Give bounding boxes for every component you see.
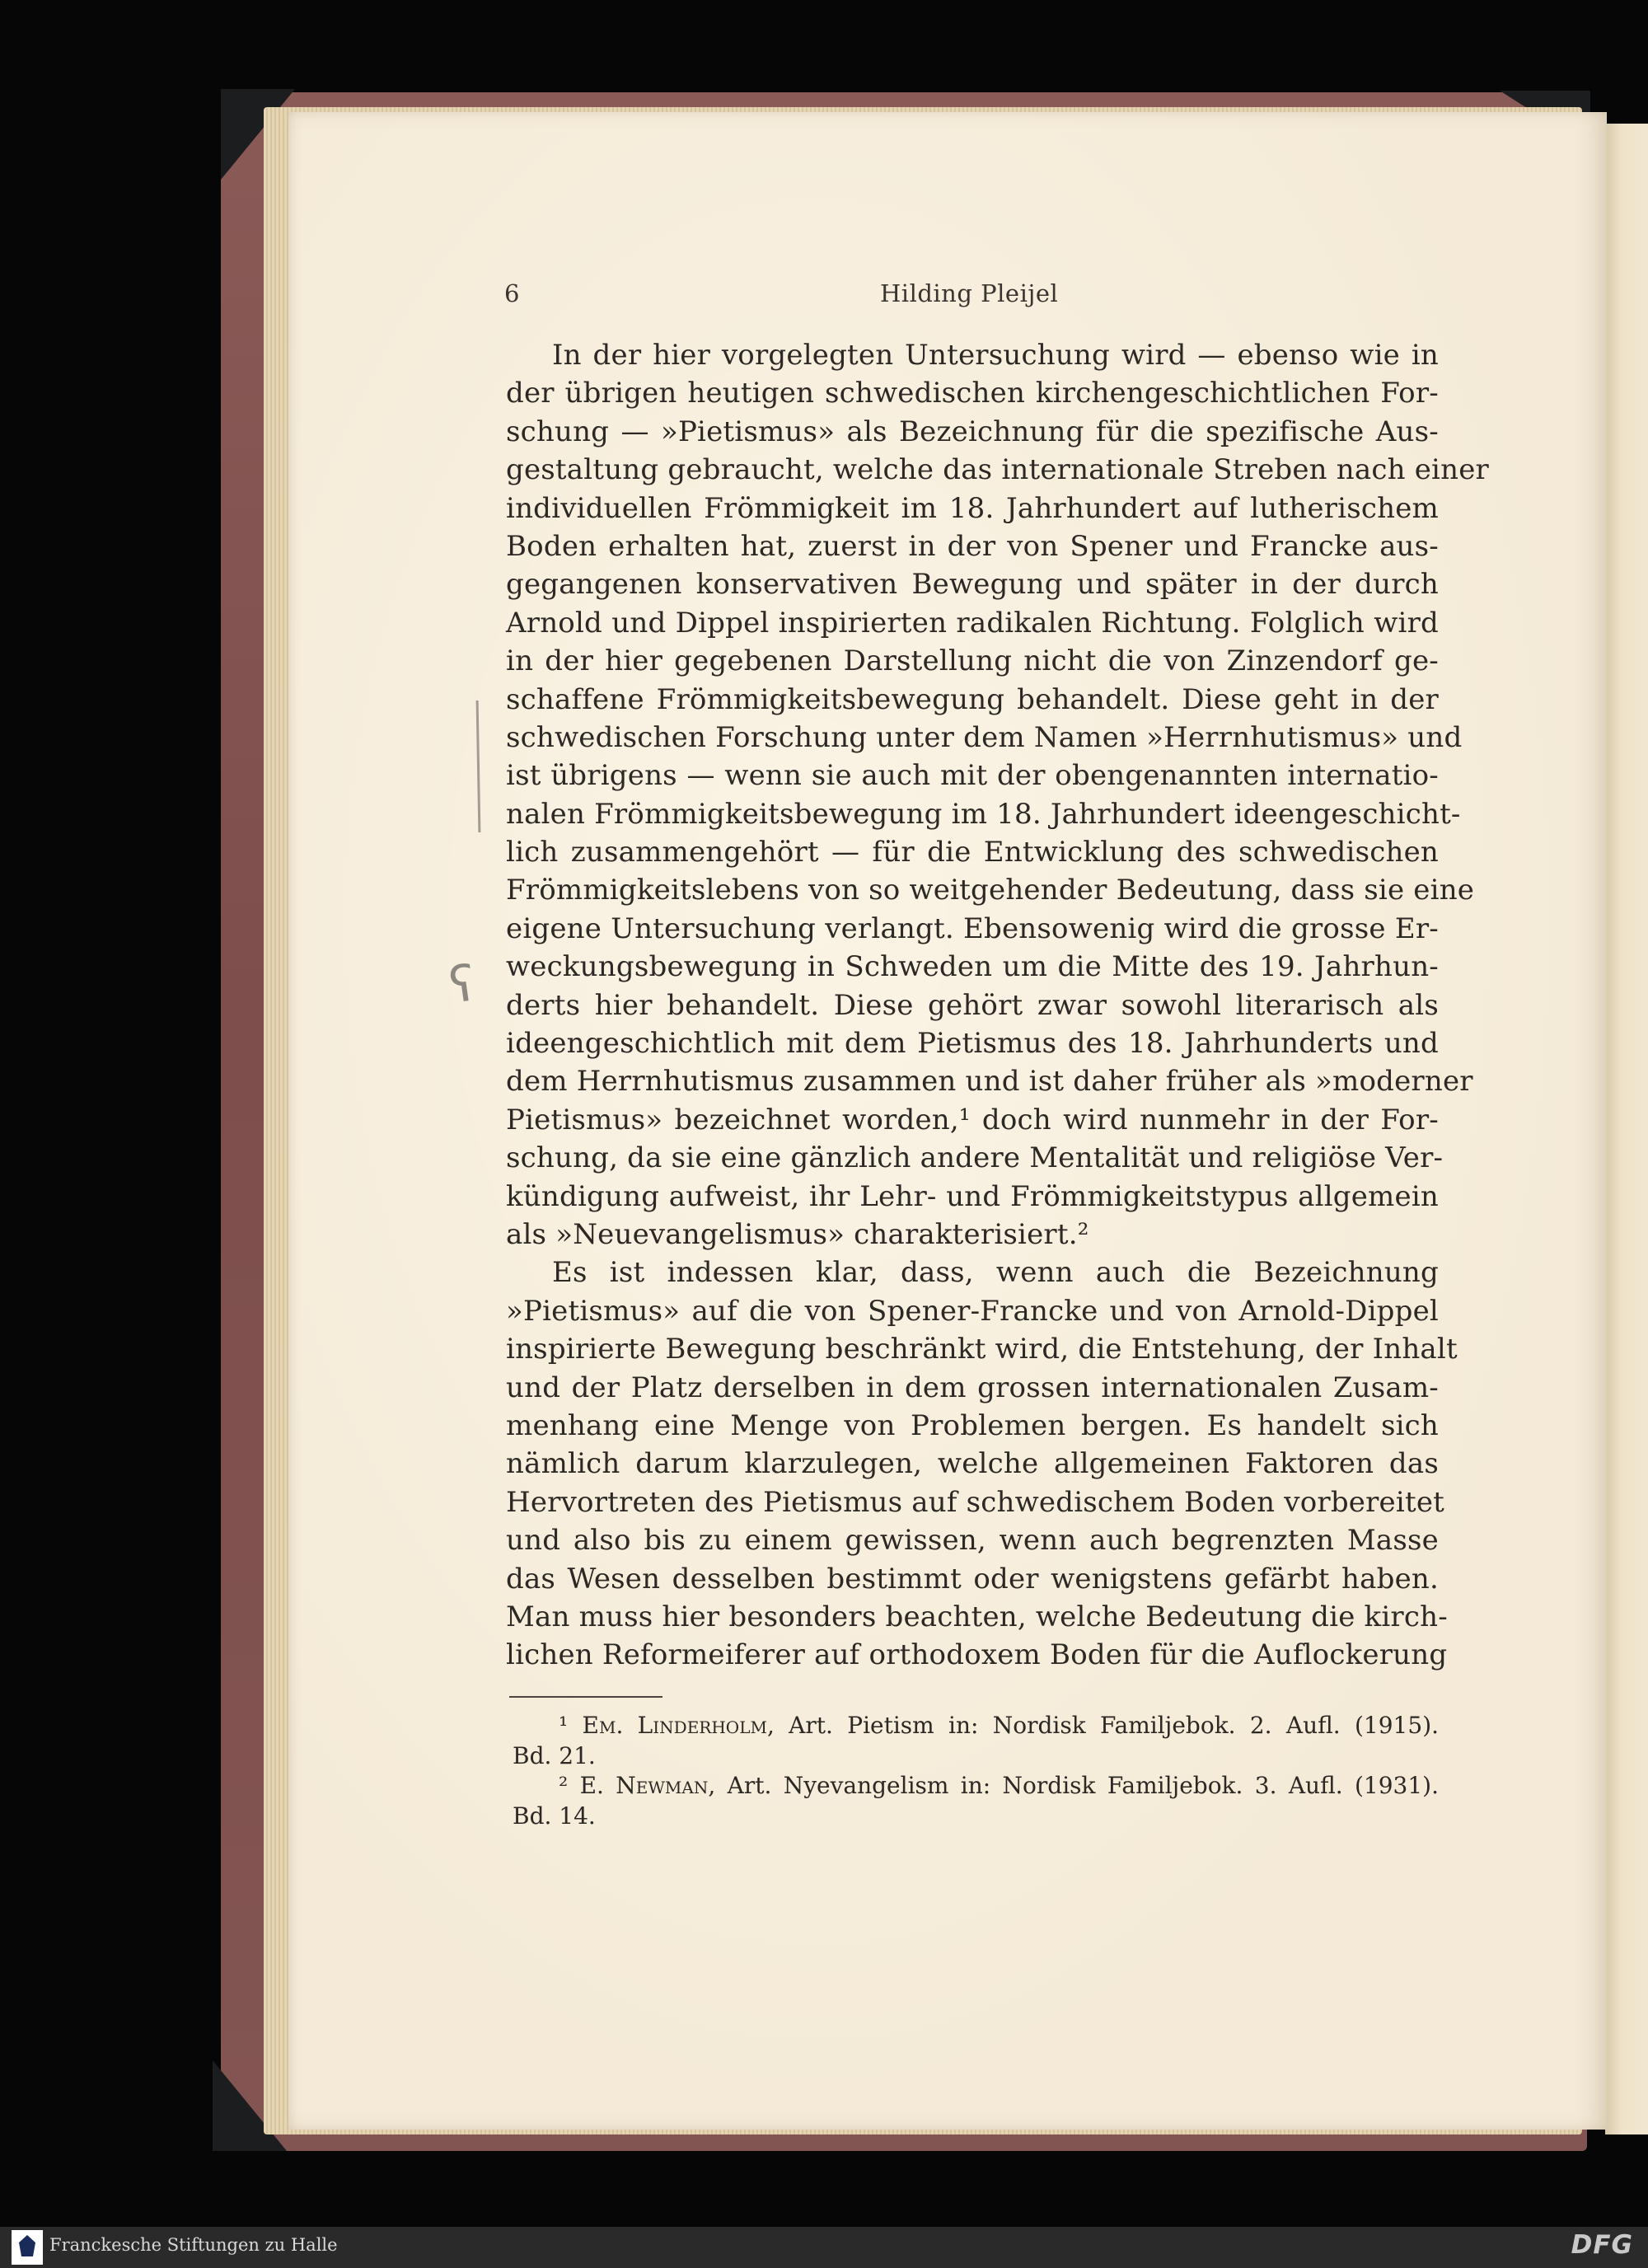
text-line: und also bis zu einem gewissen, wenn auch begrenzten Masse (506, 1524, 1439, 1558)
text-line: nämlich darum klarzulegen, welche allgemeinen Faktoren das (506, 1447, 1439, 1481)
footnote-marker: ¹ (559, 1712, 569, 1739)
text-line: Pietismus» bezeichnet worden,¹ doch wird nunmehr in der For- (506, 1103, 1439, 1136)
text-line: ideengeschichtlich mit dem Pietismus des 18. Jahrhunderts und (506, 1027, 1439, 1061)
running-head: Hilding Pleijel (880, 279, 1059, 307)
institution-name[interactable]: Franckesche Stiftungen zu Halle (49, 2235, 338, 2255)
body-text (506, 336, 1489, 1675)
pencil-margin-mark: ʕ (446, 954, 480, 1015)
text-line: derts hier behandelt. Diese gehört zwar sowohl literarisch als (506, 988, 1439, 1022)
footnote-1-continued: Bd. 21. (513, 1741, 596, 1769)
text-line: und der Platz derselben in dem grossen internationalen Zusam- (506, 1371, 1439, 1404)
footnote-text: Art. Pietism in: Nordisk Familjebok. 2. Aufl. (1915). (789, 1712, 1440, 1739)
footnote-1 (513, 1711, 1439, 1741)
text-line: das Wesen desselben bestimmt oder wenigstens gefärbt haben. (506, 1562, 1439, 1596)
text-line: in der hier gegebenen Darstellung nicht die von Zinzendorf ge- (506, 644, 1439, 678)
footnote-2 (513, 1771, 1439, 1802)
text-line: individuellen Frömmigkeit im 18. Jahrhundert auf lutherischem (506, 491, 1439, 525)
text-line: Arnold und Dippel inspirierten radikalen Richtung. Folglich wird (506, 606, 1439, 640)
text-line: nalen Frömmigkeitsbewegung im 18. Jahrhundert ideengeschicht- (506, 797, 1461, 831)
dfg-logo[interactable]: DFG (1571, 2230, 1633, 2260)
footnote-author: E. Newman, (579, 1772, 716, 1800)
footnote-author: Em. Linderholm, (582, 1712, 775, 1739)
text-line: schaffene Frömmigkeitsbewegung behandelt. Diese geht in der (506, 682, 1439, 716)
text-line: ist übrigens — wenn sie auch mit der obengenannten internatio- (506, 759, 1439, 793)
text-line: menhang eine Menge von Problemen bergen. Es handelt sich (506, 1408, 1439, 1442)
text-line: schung — »Pietismus» als Bezeichnung für die spezifische Aus- (506, 415, 1439, 448)
footnote-2-continued: Bd. 14. (513, 1802, 596, 1830)
footnote-rule (509, 1696, 662, 1698)
footnotes (513, 1711, 1439, 1831)
footnote-text: Art. Nyevangelism in: Nordisk Familjebok. 3. Aufl. (1931). (727, 1772, 1439, 1800)
text-line: Man muss hier besonders beachten, welche Bedeutung die kirch- (506, 1600, 1448, 1633)
text-line: Es ist indessen klar, dass, wenn auch die Bezeichnung (552, 1256, 1439, 1290)
text-line: Boden erhalten hat, zuerst in der von Spener und Francke aus- (506, 529, 1439, 563)
text-line: schung, da sie eine gänzlich andere Mentalität und religiöse Ver- (506, 1141, 1444, 1175)
text-line: eigene Untersuchung verlangt. Ebensowenig wird die grosse Er- (506, 911, 1439, 945)
emblem-icon (19, 2235, 35, 2256)
text-line: als »Neuevangelismus» charakterisiert.² (506, 1217, 1089, 1251)
text-line: In der hier vorgelegten Untersuchung wird — ebenso wie in (552, 339, 1439, 372)
text-line: inspirierte Bewegung beschränkt wird, die Entstehung, der Inhalt (506, 1333, 1458, 1366)
text-line: »Pietismus» auf die von Spener-Francke und von Arnold-Dippel (506, 1294, 1439, 1328)
text-line: gegangenen konservativen Bewegung und später in der durch (506, 568, 1439, 602)
footnote-marker: ² (559, 1772, 569, 1800)
text-line: gestaltung gebraucht, welche das internationale Streben nach einer (506, 453, 1489, 487)
text-line: dem Herrnhutismus zusammen und ist daher früher als »moderner (506, 1065, 1473, 1099)
text-line: lich zusammengehört — für die Entwicklung des schwedischen (506, 836, 1439, 869)
institution-logo-icon[interactable] (12, 2230, 43, 2265)
text-line: Hervortreten des Pietismus auf schwedischem Boden vorbereitet (506, 1485, 1444, 1519)
text-line: weckungsbewegung in Schweden um die Mitte des 19. Jahrhun- (506, 950, 1439, 984)
text-line: lichen Reformeiferer auf orthodoxem Boden für die Auflockerung (506, 1638, 1448, 1672)
text-line: Frömmigkeitslebens von so weitgehender Bedeutung, dass sie eine (506, 874, 1475, 907)
text-line: kündigung aufweist, ihr Lehr- und Frömmigkeitstypus allgemein (506, 1179, 1439, 1213)
facing-page (1605, 124, 1648, 2134)
page-number: 6 (504, 279, 520, 307)
text-line: schwedischen Forschung unter dem Namen »Herrnhutismus» und (506, 720, 1463, 754)
text-line: der übrigen heutigen schwedischen kirchengeschichtlichen For- (506, 377, 1439, 410)
